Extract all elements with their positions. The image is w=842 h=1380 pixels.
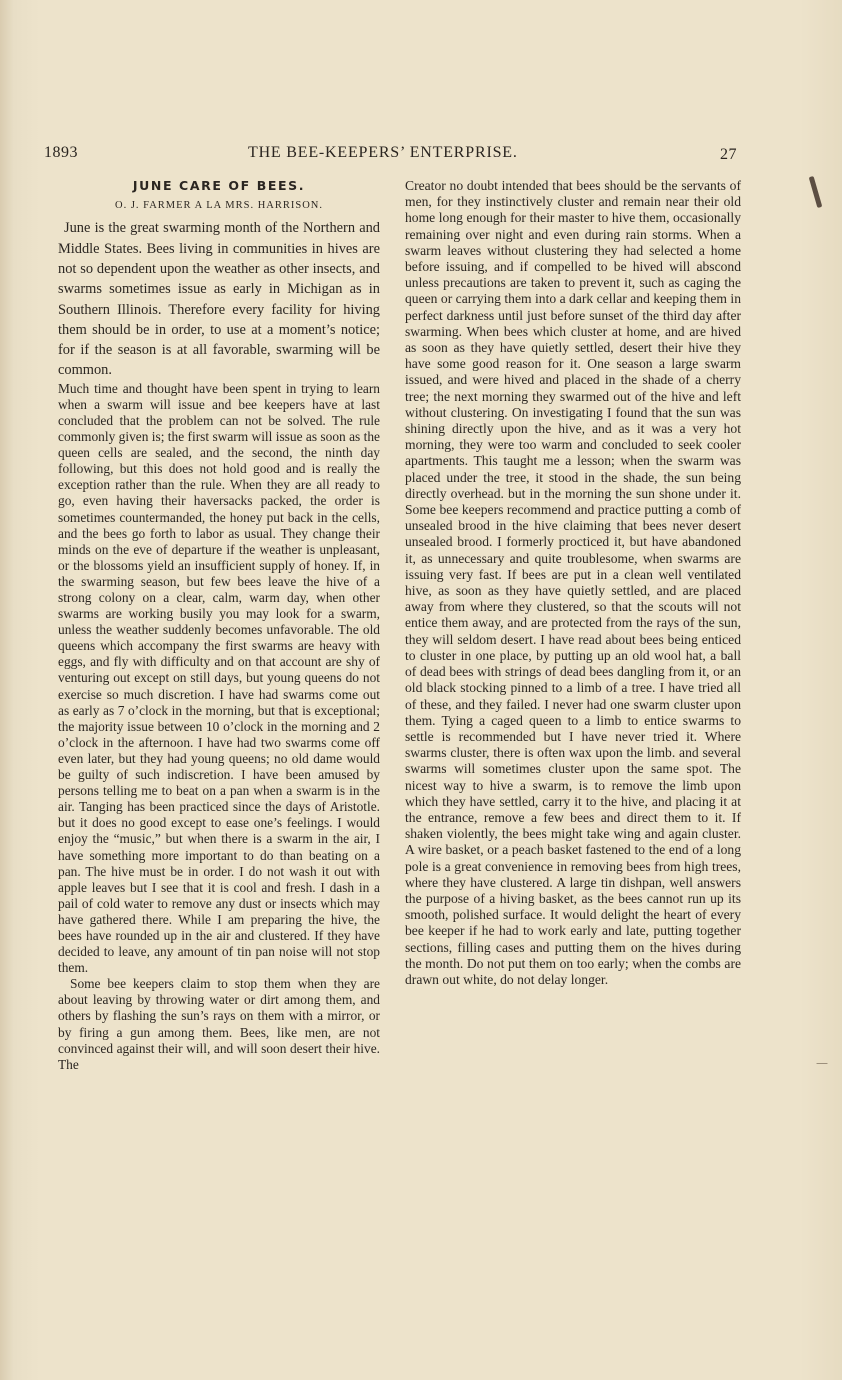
right-column xyxy=(405,178,741,988)
margin-tick-mark: — xyxy=(816,1056,828,1070)
header-year: 1893 xyxy=(44,144,78,161)
page-number: 27 xyxy=(720,146,737,163)
paragraph-lead: June is the great swarming month of the Northern and Middle States. Bees living in communities in hives are not so dependent upon the weather as other insects, and swarms sometimes issue as early in Michigan as in Southern Illinois. Therefore every facility for hiving them should be in order, to use at a moment’s notice; for if the season is at all favorable, swarming will be common. xyxy=(58,220,380,379)
ink-mark xyxy=(809,176,823,208)
paragraph-body: Creator no doubt intended that bees should be the servants of men, for they instinctively cluster and remain near their old home long enough for their master to hive them, occasionally remaining over night and even during rain storms. When a swarm leaves without clustering they had selected a home before issuing, and if compelled to be hived will abscond unless precautions are taken to prevent it, such as caging the queen or carrying them into a dark cellar and keeping them in perfect darkness until just before sunset of the third day after swarming. When bees which cluster at home, and are hived as soon as they have quietly settled, desert their hive they have some good reason for it. One season a large swarm issued, and were hived and placed in the shade of a cherry tree; the next morning they swarmed out of the hive and left without clustering. On investigating I found that the sun was shining directly upon the hive, and as it was a very hot morning, they were too warm and concluded to seek cooler apartments. This taught me a lesson; when the swarm was placed under the tree, it stood in the shade, the sun being directly overhead. but in the morning the sun shone under it. Some bee keepers recommend and practice putting a comb of unsealed brood in the hive claiming that bees never desert unsealed brood. I formerly procticed it, but have abandoned it, as unnecessary and quite troublesome, when swarms are issuing very fast. If bees are put in a clean well ventilated hive, as soon as they have quietly settled, and are placed away from where they clustered, so that the scouts will not entice them away, and are protected from the rays of the sun, they will seldom desert. I have read about bees being enticed to cluster in one place, by putting up an old wool hat, a ball of dead bees with strings of dead bees dangling from it, or an old black stocking pinned to a limb of a tree. I have tried all of these, and they failed. I never had one swarm cluster upon them. Tying a caged queen to a limb to entice swarms to settle is recommended but I have never tried it. Where swarms cluster, there is often wax upon the limb. and several swarms will sometimes cluster upon the same spot. The nicest way to hive a swarm, is to remove the limb upon which they have settled, carry it to the hive, and placing it at the entrance, remove a few bees and direct them to it. If shaken violently, the bees might take wing and again cluster. A wire basket, or a peach basket fastened to the end of a long pole is a great convenience in removing bees from high trees, where they have clustered. A large tin dishpan, well answers the purpose of a hiving basket, as the bees cannot run up its smooth, polished surface. It would delight the heart of every bee keeper if he had to work early and late, putting together sections, filling cases and putting them on the hives during the month. Do not put them on too early; when the combs are drawn out white, do not delay longer. xyxy=(405,178,741,987)
running-header xyxy=(44,144,744,164)
paragraph-body: Much time and thought have been spent in trying to learn when a swarm will issue and bee keepers have at last concluded that the problem can not be solved. The rule commonly given is; the first swarm will issue as soon as the queen cells are sealed, and the second, the ninth day following, but this does not hold good and is really the exception rather than the rule. When they are all ready to go, even having their haversacks packed, the order is sometimes countermanded, the honey put back in the cells, and the bees go forth to labor as usual. They change their minds on the eve of departure if the weather is unpleasant, or the blossoms yield an insufficient supply of honey. If, in the swarming season, but few bees leave the hive of a strong colony on a clear, calm, warm day, when other swarms are working busily you may look for a swarm, unless the weather suddenly becomes unfavorable. The old queens which accompany the first swarms are heavy with eggs, and fly with difficulty and on that account are shy of venturing out except on still days, but young queens do not exercise so much discretion. I have had swarms come out as early as 7 o’clock in the morning, but that is exceptional; the majority issue between 10 o’clock in the morning and 2 o’clock in the afternoon. I have had two swarms come off even later, but they had young queens; no old dame would be guilty of such indiscretion. I have been amused by persons telling me to beat on a pan when a swarm is in the air. Tanging has been practiced since the days of Aristotle. but it does no good except to ease one’s feelings. I would enjoy the “music,” but when there is a swarm in the air, I have something more important to do than beating on a pan. The hive must be in order. I do not wash it out with apple leaves but I see that it is cool and fresh. I dash in a pail of cold water to remove any dust or insects which may have gathered there. While I am preparing the hive, the bees have rounded up in the air and clustered. If they have decided to leave, any amount of tin pan noise will not stop them. xyxy=(58,380,380,976)
left-column xyxy=(58,178,380,1073)
article-byline: O. J. FARMER A LA MRS. HARRISON. xyxy=(114,200,323,212)
article-title: JUNE CARE OF BEES. xyxy=(132,178,306,193)
paragraph-body: Some bee keepers claim to stop them when they are about leaving by throwing water or dirt among them, and others by flashing the sun’s rays on them with a mirror, or by firing a gun among them. Bees, like men, are not convinced against their will, and will soon desert their hive. The xyxy=(58,976,380,1072)
journal-title: THE BEE-KEEPERS’ ENTERPRISE. xyxy=(248,144,518,161)
